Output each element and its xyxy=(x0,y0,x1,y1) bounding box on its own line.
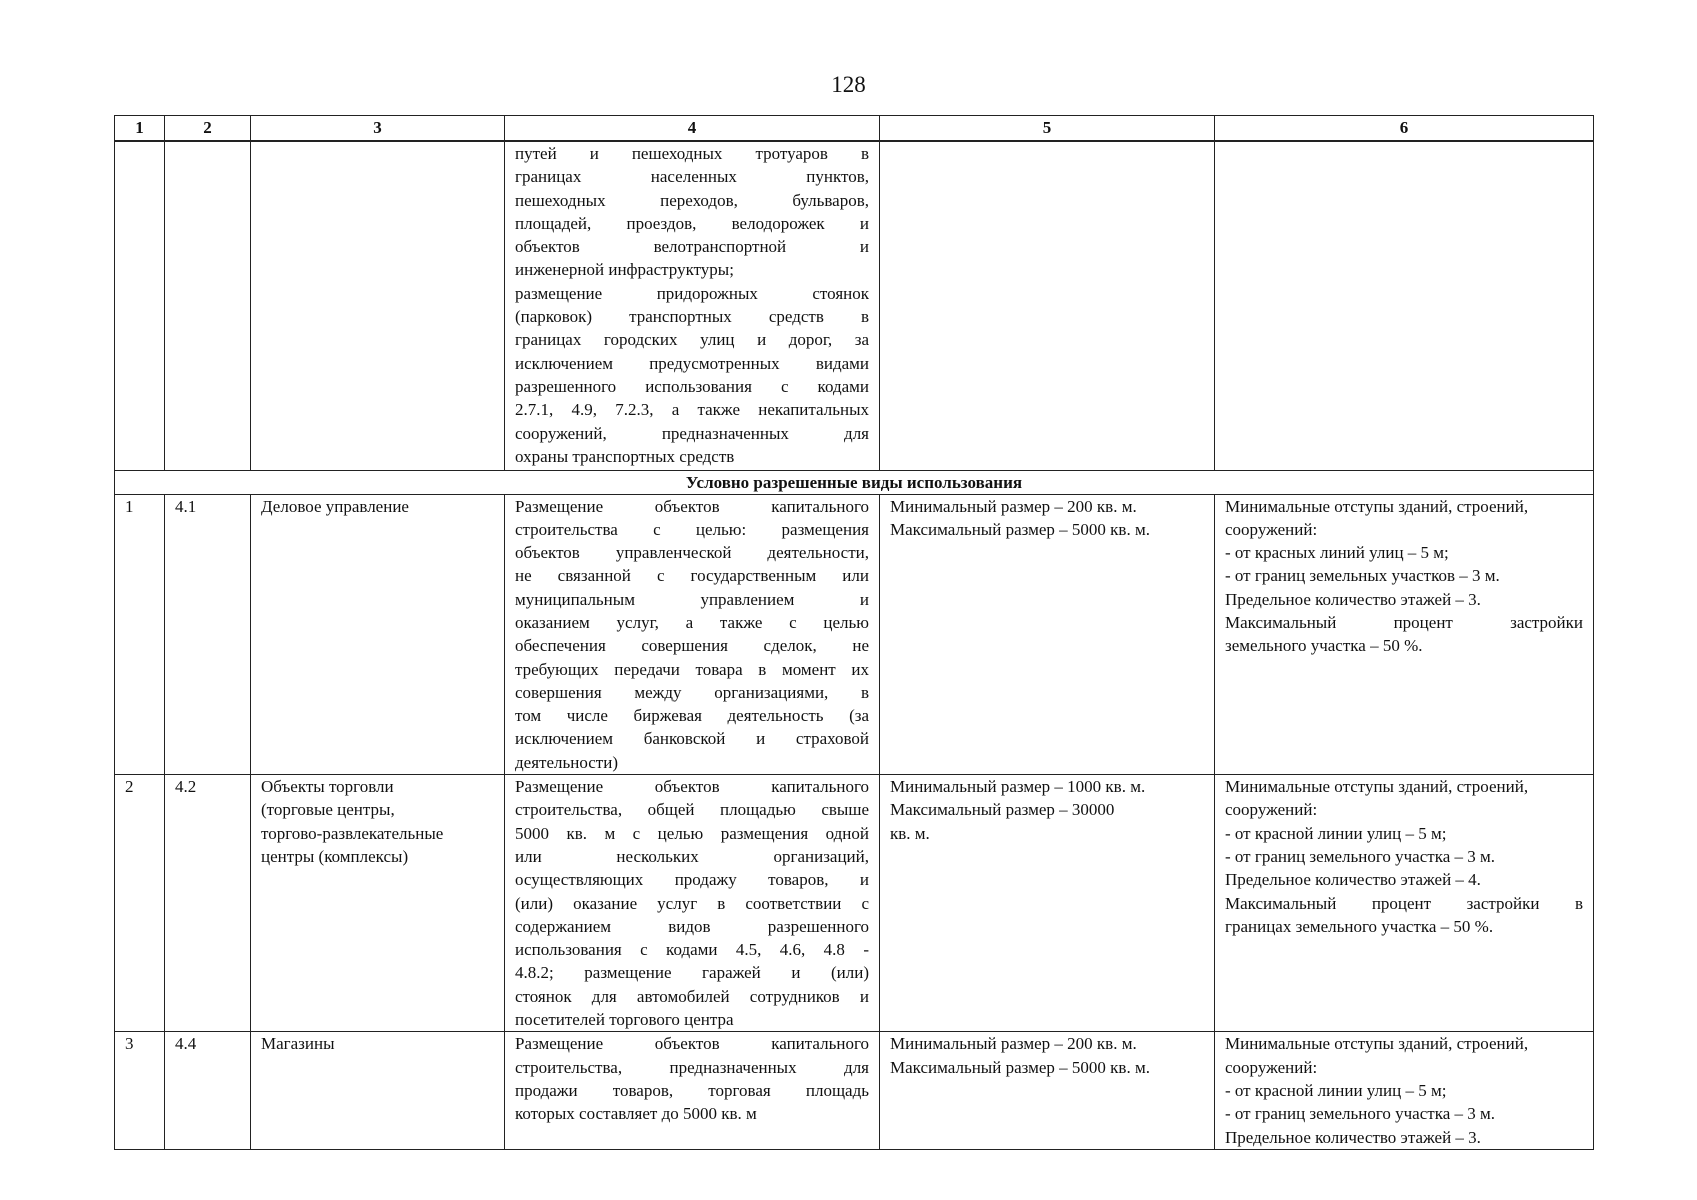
use-description xyxy=(505,494,880,775)
building-limits xyxy=(1215,775,1594,1032)
building-limits xyxy=(1215,494,1594,775)
limits-line: земельного участка – 50 %. xyxy=(1225,636,1423,656)
limits-line: Предельное количество этажей – 3. xyxy=(1225,1127,1481,1147)
description-line: осуществляющих продажу товаров, и xyxy=(515,870,869,890)
params-line: Максимальный размер – 30000 xyxy=(890,800,1115,820)
description-line: охраны транспортных средств xyxy=(515,446,735,466)
description-line: оказанием услуг, а также с целью xyxy=(515,612,869,632)
limits-line: - от красной линии улиц – 5 м; xyxy=(1225,823,1447,843)
description-line: размещение придорожных стоянок xyxy=(515,283,869,303)
description-line: 4.8.2; размещение гаражей и (или) xyxy=(515,963,869,983)
limits-line: Минимальные отступы зданий, строений, xyxy=(1225,777,1529,797)
column-number-3: 3 xyxy=(251,116,505,142)
description-line: (или) оказание услуг в соответствии с xyxy=(515,893,869,913)
use-code: 4.1 xyxy=(165,494,251,775)
description-line: посетителей торгового центра xyxy=(515,1010,734,1030)
building-limits xyxy=(1215,1032,1594,1149)
description-line: муниципальным управлением и xyxy=(515,589,869,609)
description-line: разрешенного использования с кодами xyxy=(515,376,869,396)
params-line: Минимальный размер – 1000 кв. м. xyxy=(890,777,1146,797)
use-name-line: Деловое управление xyxy=(261,496,409,516)
use-name-line: Объекты торговли xyxy=(261,777,394,797)
limits-line: границах земельного участка – 50 %. xyxy=(1225,916,1494,936)
description-line: стоянок для автомобилей сотрудников и xyxy=(515,986,869,1006)
description-line: содержанием видов разрешенного xyxy=(515,916,869,936)
use-code: 4.2 xyxy=(165,775,251,1032)
limits-line: Минимальные отступы зданий, строений, xyxy=(1225,1034,1529,1054)
plot-size-parameters xyxy=(880,775,1215,1032)
use-name-line: центры (комплексы) xyxy=(261,846,409,866)
description-line: совершения между организациями, в xyxy=(515,682,869,702)
description-line: которых составляет до 5000 кв. м xyxy=(515,1104,757,1124)
limits-line: сооружений: xyxy=(1225,800,1318,820)
use-name-line: Магазины xyxy=(261,1034,335,1054)
description-line: исключением предусмотренных видами xyxy=(515,353,869,373)
description-line: обеспечения совершения сделок, не xyxy=(515,636,869,656)
table-header-row xyxy=(115,116,1594,142)
description-line: объектов велотранспортной и xyxy=(515,237,869,257)
description-line: продажи товаров, торговая площадь xyxy=(515,1080,869,1100)
description-line: 5000 кв. м с целью размещения одной xyxy=(515,823,869,843)
table-row xyxy=(115,1032,1594,1149)
column-number-6: 6 xyxy=(1215,116,1594,142)
continuation-row xyxy=(115,141,1594,470)
description-line: пешеходных переходов, бульваров, xyxy=(515,190,869,210)
description-line: сооружений, предназначенных для xyxy=(515,423,869,443)
row-number: 2 xyxy=(115,775,165,1032)
use-name xyxy=(251,775,505,1032)
use-name-line: торгово-развлекательные xyxy=(261,823,444,843)
description-line: требующих передачи товара в момент их xyxy=(515,659,869,679)
page-number: 128 xyxy=(831,72,866,97)
continuation-num-cell xyxy=(115,141,165,470)
description-line: Размещение объектов капитального xyxy=(515,777,869,797)
use-description xyxy=(505,775,880,1032)
params-line: Минимальный размер – 200 кв. м. xyxy=(890,496,1137,516)
description-line: инженерной инфраструктуры; xyxy=(515,260,734,280)
limits-line: Максимальный процент застройки в xyxy=(1225,893,1583,913)
limits-line: - от границ земельного участка – 3 м. xyxy=(1225,846,1495,866)
description-line: деятельности) xyxy=(515,752,618,772)
row-number: 1 xyxy=(115,494,165,775)
description-line: исключением банковской и страховой xyxy=(515,729,869,749)
limits-line: сооружений: xyxy=(1225,519,1318,539)
description-line: границах городских улиц и дорог, за xyxy=(515,330,869,350)
description-line: объектов управленческой деятельности, xyxy=(515,543,869,563)
limits-line: Предельное количество этажей – 4. xyxy=(1225,870,1481,890)
plot-size-parameters xyxy=(880,1032,1215,1149)
column-number-1: 1 xyxy=(115,116,165,142)
column-number-2: 2 xyxy=(165,116,251,142)
description-line: Размещение объектов капитального xyxy=(515,1034,869,1054)
zoning-regulations-table xyxy=(114,115,1594,1150)
description-line: 2.7.1, 4.9, 7.2.3, а также некапитальных xyxy=(515,400,869,420)
description-line: площадей, проездов, велодорожек и xyxy=(515,213,869,233)
use-code: 4.4 xyxy=(165,1032,251,1149)
limits-line: - от красной линии улиц – 5 м; xyxy=(1225,1080,1447,1100)
section-heading-row xyxy=(115,470,1594,494)
continuation-params-cell xyxy=(880,141,1215,470)
continuation-description xyxy=(505,141,880,470)
limits-line: сооружений: xyxy=(1225,1057,1318,1077)
use-description xyxy=(505,1032,880,1149)
params-line: Максимальный размер – 5000 кв. м. xyxy=(890,519,1150,539)
continuation-limits-cell xyxy=(1215,141,1594,470)
continuation-name-cell xyxy=(251,141,505,470)
description-line: (парковок) транспортных средств в xyxy=(515,307,869,327)
description-line: границах населенных пунктов, xyxy=(515,167,869,187)
column-number-5: 5 xyxy=(880,116,1215,142)
use-name xyxy=(251,494,505,775)
limits-line: - от красных линий улиц – 5 м; xyxy=(1225,543,1449,563)
use-name-line: (торговые центры, xyxy=(261,800,395,820)
limits-line: - от границ земельного участка – 3 м. xyxy=(1225,1104,1495,1124)
use-name xyxy=(251,1032,505,1149)
continuation-code-cell xyxy=(165,141,251,470)
description-line: строительства, предназначенных для xyxy=(515,1057,869,1077)
description-line: строительства, общей площадью свыше xyxy=(515,800,869,820)
params-line: кв. м. xyxy=(890,823,930,843)
plot-size-parameters xyxy=(880,494,1215,775)
table-row xyxy=(115,775,1594,1032)
limits-line: Минимальные отступы зданий, строений, xyxy=(1225,496,1529,516)
limits-line: - от границ земельных участков – 3 м. xyxy=(1225,566,1500,586)
description-line: или нескольких организаций, xyxy=(515,846,869,866)
section-heading: Условно разрешенные виды использования xyxy=(115,470,1594,494)
params-line: Минимальный размер – 200 кв. м. xyxy=(890,1034,1137,1054)
limits-line: Предельное количество этажей – 3. xyxy=(1225,589,1481,609)
description-line: Размещение объектов капитального xyxy=(515,496,869,516)
description-line: использования с кодами 4.5, 4.6, 4.8 - xyxy=(515,940,869,960)
description-line: не связанной с государственным или xyxy=(515,566,869,586)
limits-line: Максимальный процент застройки xyxy=(1225,612,1583,632)
description-line: том числе биржевая деятельность (за xyxy=(515,706,869,726)
description-line: путей и пешеходных тротуаров в xyxy=(515,144,869,163)
column-number-4: 4 xyxy=(505,116,880,142)
description-line: строительства с целью: размещения xyxy=(515,519,869,539)
params-line: Максимальный размер – 5000 кв. м. xyxy=(890,1057,1150,1077)
row-number: 3 xyxy=(115,1032,165,1149)
table-row xyxy=(115,494,1594,775)
